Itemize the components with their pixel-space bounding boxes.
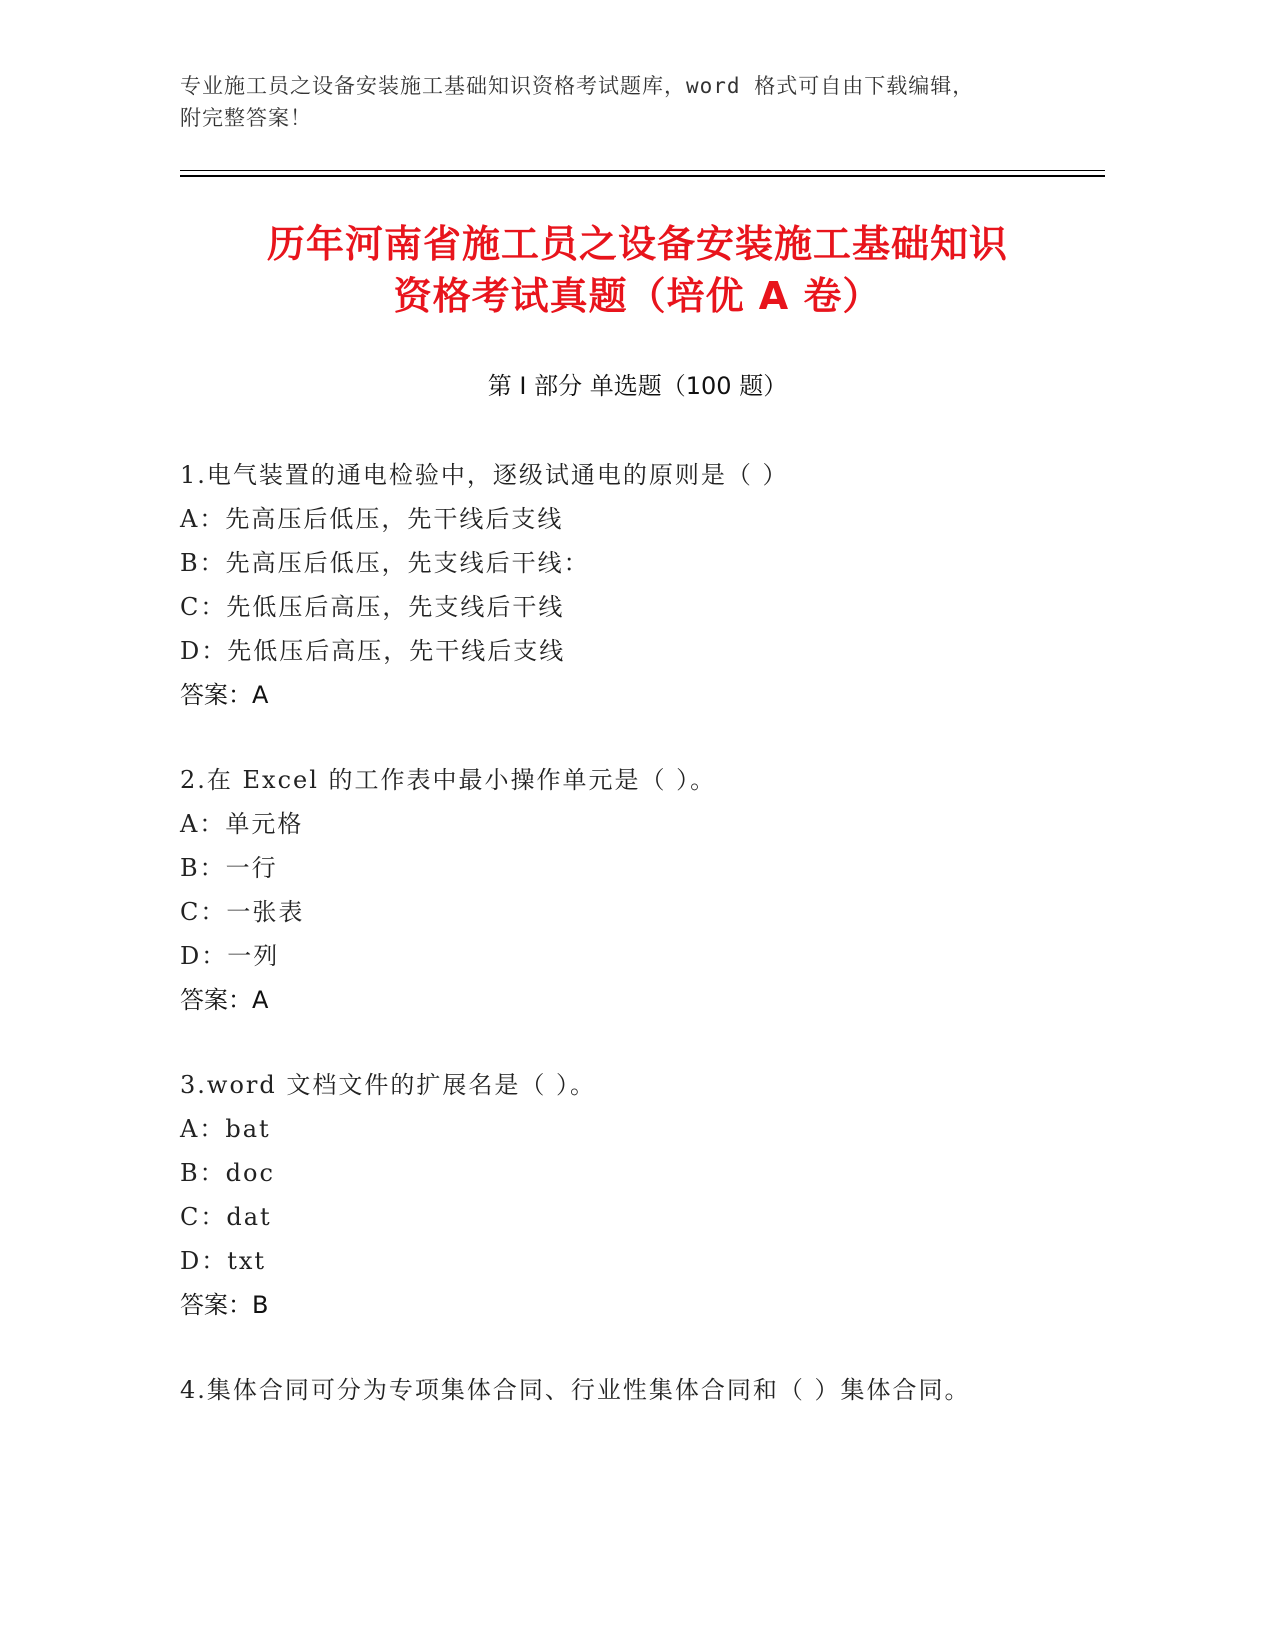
option-a: A：先高压后低压，先干线后支线 xyxy=(180,505,564,533)
question-stem: 2.在 Excel 的工作表中最小操作单元是（ ）。 xyxy=(180,766,717,794)
option-b: B：先高压后低压，先支线后干线： xyxy=(180,549,590,577)
answer-line: 答案：B xyxy=(180,1291,269,1319)
option-b: B：一行 xyxy=(180,854,278,882)
option-b: B：doc xyxy=(180,1159,275,1187)
question-block xyxy=(180,453,1080,717)
question-stem: 1.电气装置的通电检验中，逐级试通电的原则是（ ） xyxy=(180,461,789,489)
option-a: A：单元格 xyxy=(180,810,304,838)
option-d: D：一列 xyxy=(180,942,280,970)
option-d: D：txt xyxy=(180,1247,267,1275)
option-c: C：dat xyxy=(180,1203,272,1231)
document-title-line-1: 历年河南省施工员之设备安装施工基础知识 xyxy=(266,222,1008,266)
question-block xyxy=(180,1063,1080,1327)
question-stem: 4.集体合同可分为专项集体合同、行业性集体合同和（ ）集体合同。 xyxy=(180,1376,971,1404)
header-note-line-2: 附完整答案！ xyxy=(180,106,312,130)
document-title-line-2: 资格考试真题（培优 A 卷） xyxy=(393,274,882,318)
header-rule-thin xyxy=(180,170,1105,171)
option-c: C：先低压后高压，先支线后干线 xyxy=(180,593,565,621)
document-title xyxy=(150,218,1125,322)
option-a: A：bat xyxy=(180,1115,271,1143)
header-note-line-1: 专业施工员之设备安装施工基础知识资格考试题库，word 格式可自由下载编辑， xyxy=(180,74,975,98)
answer-line: 答案：A xyxy=(180,986,269,1014)
section-heading: 第 I 部分 单选题（100 题） xyxy=(487,372,788,400)
question-block xyxy=(180,1368,1080,1412)
question-block xyxy=(180,758,1080,1022)
question-stem: 3.word 文档文件的扩展名是（ ）。 xyxy=(180,1071,596,1099)
answer-line: 答案：A xyxy=(180,681,269,709)
option-d: D：先低压后高压，先干线后支线 xyxy=(180,637,566,665)
option-c: C：一张表 xyxy=(180,898,305,926)
header-rule-thick xyxy=(180,175,1105,177)
header-note xyxy=(180,70,1040,134)
